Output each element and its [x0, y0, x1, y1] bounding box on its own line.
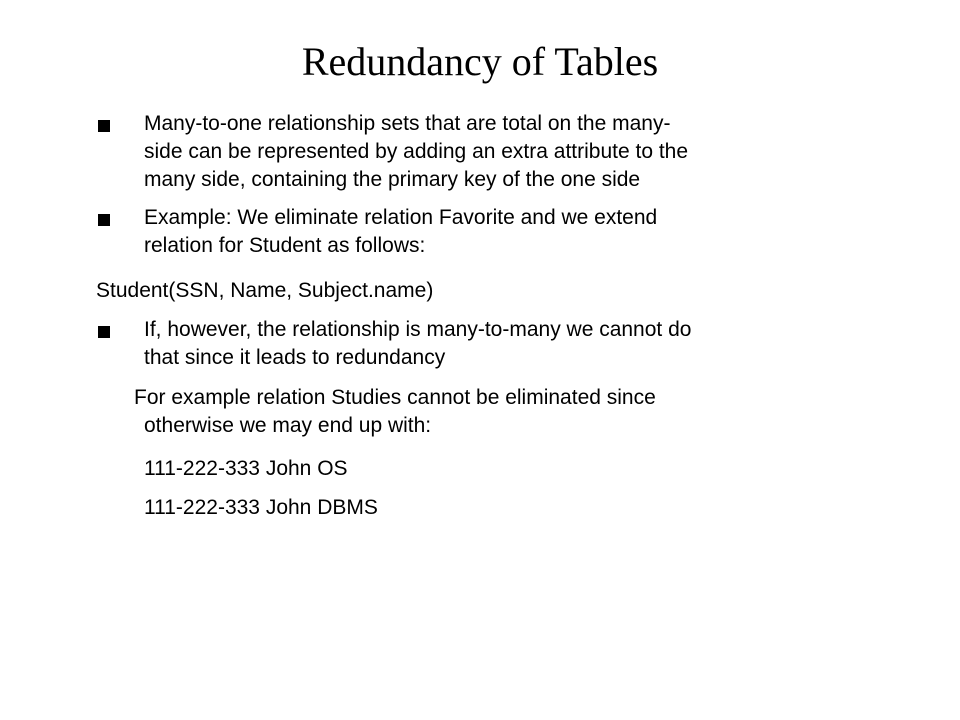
bullet-marker-2: [98, 214, 110, 226]
tuple-row-1: 111-222-333 John OS: [144, 457, 348, 480]
slide-title: Redundancy of Tables: [301, 39, 659, 84]
bullet-1-line-3: many side, containing the primary key of the one side: [144, 168, 641, 191]
example-para-line-2: otherwise we may end up with:: [144, 414, 432, 437]
bullet-2-line-1: Example: We eliminate relation Favorite and we extend: [144, 206, 658, 229]
example-para-line-1: For example relation Studies cannot be eliminated since: [134, 386, 656, 409]
bullet-1-line-2: side can be represented by adding an extra attribute to the: [144, 140, 689, 163]
schema-line: Student(SSN, Name, Subject.name): [96, 279, 434, 302]
bullet-marker-1: [98, 120, 110, 132]
tuple-row-2: 111-222-333 John DBMS: [144, 496, 378, 519]
bullet-3-line-2: that since it leads to redundancy: [144, 346, 446, 369]
bullet-3-line-1: If, however, the relationship is many-to-many we cannot do: [144, 318, 692, 341]
bullet-2-line-2: relation for Student as follows:: [144, 234, 426, 257]
bullet-1-line-1: Many-to-one relationship sets that are total on the many-: [144, 112, 671, 135]
bullet-marker-3: [98, 326, 110, 338]
